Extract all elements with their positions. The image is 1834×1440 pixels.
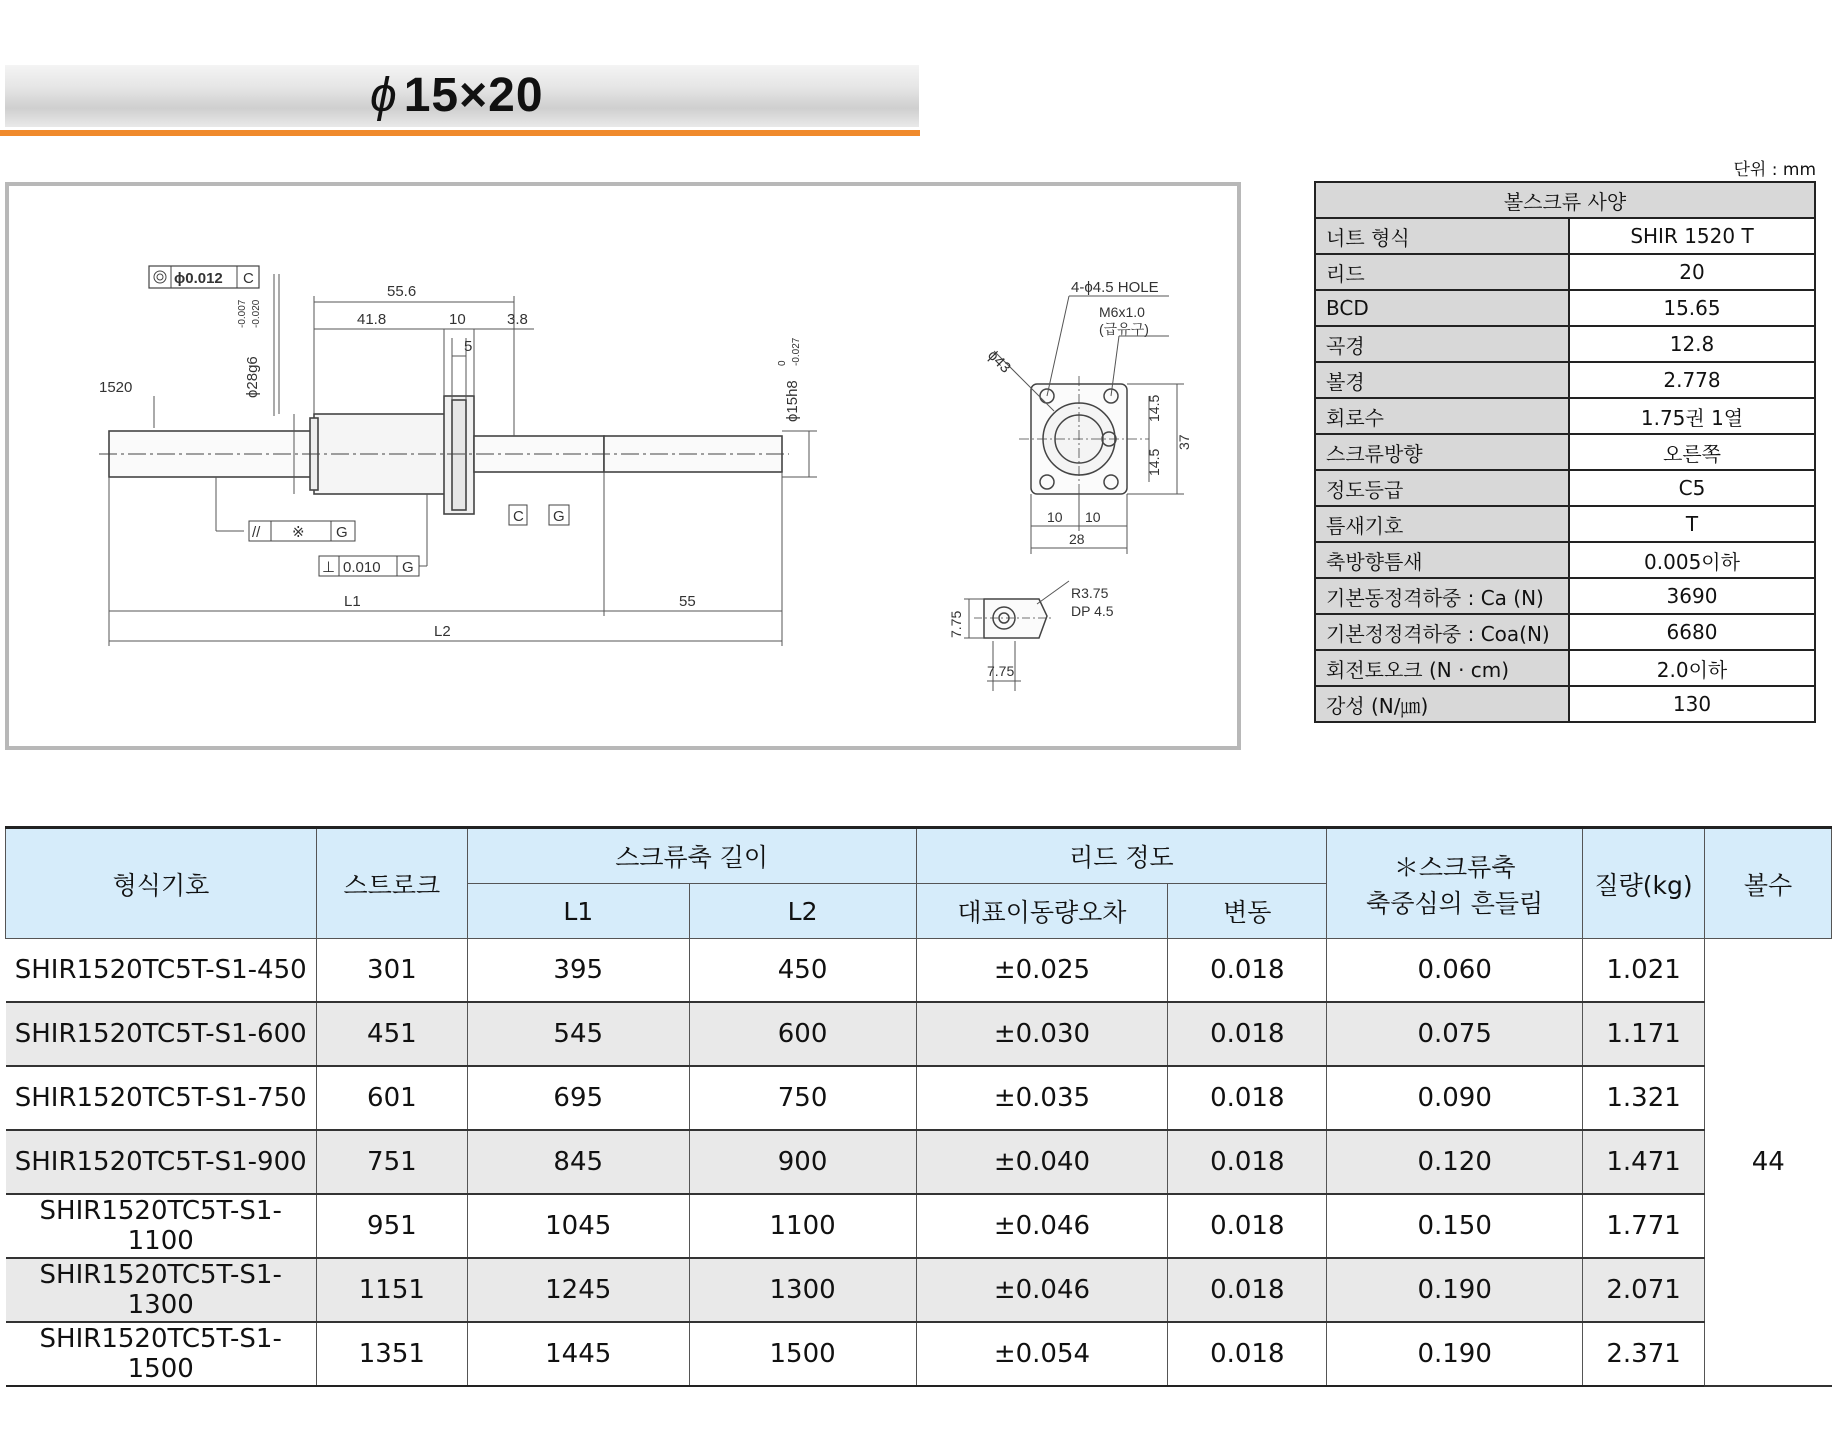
spec-row xyxy=(1315,578,1815,614)
spec-row xyxy=(1315,218,1815,254)
cell-variation: 0.018 xyxy=(1168,939,1327,1003)
spec-value: 3690 xyxy=(1569,578,1815,614)
spec-key: 기본정정격하중 : Coa(N) xyxy=(1315,614,1569,650)
header-stroke: 스트로크 xyxy=(316,828,467,939)
cell-l1: 545 xyxy=(467,1002,689,1066)
cell-l2: 1300 xyxy=(689,1258,916,1322)
spec-key: 리드 xyxy=(1315,254,1569,290)
cell-error: ±0.040 xyxy=(916,1130,1168,1194)
cell-l1: 1045 xyxy=(467,1194,689,1258)
drawing-svg xyxy=(9,186,1237,746)
dim-41-8: 41.8 xyxy=(357,311,387,328)
model-table xyxy=(5,826,1832,1387)
parallelism-datum: G xyxy=(336,524,348,541)
cell-variation: 0.018 xyxy=(1168,1066,1327,1130)
dim-37: 37 xyxy=(1176,434,1192,450)
spec-row xyxy=(1315,650,1815,686)
cell-error: ±0.046 xyxy=(916,1258,1168,1322)
cell-mass: 1.471 xyxy=(1583,1130,1705,1194)
cell-stroke: 951 xyxy=(316,1194,467,1258)
bcd-label: ϕ43 xyxy=(984,346,1014,377)
spec-key: 정도등급 xyxy=(1315,470,1569,506)
hole-label: 4-ϕ4.5 HOLE xyxy=(1071,279,1159,296)
page-title xyxy=(370,66,544,126)
spec-row xyxy=(1315,290,1815,326)
cell-model: SHIR1520TC5T-S1-750 xyxy=(6,1066,317,1130)
thread-note: (급유구) xyxy=(1099,321,1149,337)
dim-5: 5 xyxy=(464,338,473,355)
thread-label: M6x1.0 xyxy=(1099,304,1145,320)
cell-l1: 695 xyxy=(467,1066,689,1130)
table-row xyxy=(6,1130,1832,1194)
perpendicularity-symbol: ⊥ xyxy=(322,559,336,576)
spec-key: 너트 형식 xyxy=(1315,218,1569,254)
dim-55: 55 xyxy=(679,593,696,610)
cell-error: ±0.025 xyxy=(916,939,1168,1003)
parallelism-symbol: // xyxy=(252,524,261,541)
cell-runout: 0.075 xyxy=(1327,1002,1583,1066)
ball-screw-spec-table xyxy=(1314,181,1816,723)
spec-value: 20 xyxy=(1569,254,1815,290)
dim-55-6: 55.6 xyxy=(387,283,417,300)
dim-10-left: 10 xyxy=(1047,509,1063,525)
spec-key: 회전토오크 (N · cm) xyxy=(1315,650,1569,686)
spec-value: 0.005이하 xyxy=(1569,542,1815,578)
spec-key: BCD xyxy=(1315,290,1569,326)
spec-value: 1.75권 1열 xyxy=(1569,398,1815,434)
spec-key: 스크류방향 xyxy=(1315,434,1569,470)
cell-mass: 1.171 xyxy=(1583,1002,1705,1066)
spec-row xyxy=(1315,398,1815,434)
spec-value: 130 xyxy=(1569,686,1815,722)
cell-variation: 0.018 xyxy=(1168,1322,1327,1386)
model-label-1520: 1520 xyxy=(99,379,133,396)
parallelism-value: ※ xyxy=(292,524,305,541)
table-row xyxy=(6,1002,1832,1066)
runout-tolerance-label: ϕ0.012 xyxy=(174,270,223,287)
spec-value: 12.8 xyxy=(1569,326,1815,362)
cell-l2: 1500 xyxy=(689,1322,916,1386)
cell-variation: 0.018 xyxy=(1168,1194,1327,1258)
cell-model: SHIR1520TC5T-S1-450 xyxy=(6,939,317,1003)
cell-model: SHIR1520TC5T-S1-1100 xyxy=(6,1194,317,1258)
cell-stroke: 1351 xyxy=(316,1322,467,1386)
spec-row xyxy=(1315,434,1815,470)
spec-key: 회로수 xyxy=(1315,398,1569,434)
header-rep-travel-error: 대표이동량오차 xyxy=(916,884,1168,939)
cell-l1: 395 xyxy=(467,939,689,1003)
cell-error: ±0.030 xyxy=(916,1002,1168,1066)
cell-variation: 0.018 xyxy=(1168,1002,1327,1066)
cell-mass: 1.321 xyxy=(1583,1066,1705,1130)
spec-value: C5 xyxy=(1569,470,1815,506)
cell-runout: 0.120 xyxy=(1327,1130,1583,1194)
table-row xyxy=(6,939,1832,1003)
unit-label: 단위 : mm xyxy=(1733,160,1816,180)
dim-3-8: 3.8 xyxy=(507,311,528,328)
dim-l1: L1 xyxy=(344,593,361,610)
cell-model: SHIR1520TC5T-S1-600 xyxy=(6,1002,317,1066)
datum-g-label: G xyxy=(553,508,565,525)
title-underline xyxy=(0,130,920,136)
spec-value: SHIR 1520 T xyxy=(1569,218,1815,254)
cell-runout: 0.190 xyxy=(1327,1258,1583,1322)
spec-row xyxy=(1315,614,1815,650)
shaft-diameter-tol-lower: -0.027 xyxy=(791,337,802,366)
spec-value: 2.0이하 xyxy=(1569,650,1815,686)
spec-row xyxy=(1315,326,1815,362)
cell-l2: 900 xyxy=(689,1130,916,1194)
oil-hole-detail xyxy=(974,599,1051,638)
nut-diameter-tol-lower: -0.020 xyxy=(251,299,262,328)
cell-model: SHIR1520TC5T-S1-1300 xyxy=(6,1258,317,1322)
cell-runout: 0.060 xyxy=(1327,939,1583,1003)
cell-mass: 1.021 xyxy=(1583,939,1705,1003)
header-l2: L2 xyxy=(689,884,916,939)
cell-l1: 845 xyxy=(467,1130,689,1194)
spec-row xyxy=(1315,542,1815,578)
cell-stroke: 751 xyxy=(316,1130,467,1194)
header-runout-line2: 축중심의 흔들림 xyxy=(1366,888,1544,918)
header-l1: L1 xyxy=(467,884,689,939)
cell-runout: 0.190 xyxy=(1327,1322,1583,1386)
cell-l1: 1245 xyxy=(467,1258,689,1322)
cell-variation: 0.018 xyxy=(1168,1258,1327,1322)
spec-row xyxy=(1315,362,1815,398)
table-row xyxy=(6,1322,1832,1386)
dim-14-5-lower: 14.5 xyxy=(1146,448,1162,476)
dim-7-75-vertical: 7.75 xyxy=(948,610,964,638)
dim-10: 10 xyxy=(449,311,466,328)
cell-runout: 0.090 xyxy=(1327,1066,1583,1130)
spec-value: 2.778 xyxy=(1569,362,1815,398)
cell-error: ±0.054 xyxy=(916,1322,1168,1386)
spec-key: 기본동정격하중 : Ca (N) xyxy=(1315,578,1569,614)
header-runout-line1: ＊스크류축 xyxy=(1393,852,1516,882)
radius-label: R3.75 xyxy=(1071,585,1109,601)
spec-value: 15.65 xyxy=(1569,290,1815,326)
spec-value: 6680 xyxy=(1569,614,1815,650)
header-shaft-length: 스크류축 길이 xyxy=(467,828,916,884)
spec-key: 축방향틈새 xyxy=(1315,542,1569,578)
header-model: 형식기호 xyxy=(6,828,317,939)
perpendicularity-value: 0.010 xyxy=(343,559,381,576)
header-balls: 볼수 xyxy=(1705,828,1832,939)
cell-l2: 450 xyxy=(689,939,916,1003)
header-mass: 질량(kg) xyxy=(1583,828,1705,939)
spec-key: 곡경 xyxy=(1315,326,1569,362)
shaft-diameter-tol-upper: 0 xyxy=(777,360,788,366)
runout-datum-label: C xyxy=(243,270,254,287)
screw-side-view xyxy=(99,396,789,514)
table-row xyxy=(6,1066,1832,1130)
spec-key: 강성 (N/㎛) xyxy=(1315,686,1569,722)
cell-error: ±0.046 xyxy=(916,1194,1168,1258)
cell-stroke: 1151 xyxy=(316,1258,467,1322)
perpendicularity-datum: G xyxy=(402,559,414,576)
title-value: 15×20 xyxy=(403,69,544,122)
dim-10-right: 10 xyxy=(1085,509,1101,525)
cell-l2: 750 xyxy=(689,1066,916,1130)
cell-stroke: 301 xyxy=(316,939,467,1003)
phi-symbol: ϕ xyxy=(370,69,398,122)
cell-mass: 1.771 xyxy=(1583,1194,1705,1258)
header-variation: 변동 xyxy=(1168,884,1327,939)
cell-mass: 2.371 xyxy=(1583,1322,1705,1386)
dim-7-75-horizontal: 7.75 xyxy=(987,663,1015,679)
cell-model: SHIR1520TC5T-S1-1500 xyxy=(6,1322,317,1386)
datum-c-label: C xyxy=(513,508,524,525)
technical-drawing xyxy=(5,182,1241,750)
table-row xyxy=(6,1258,1832,1322)
header-lead-accuracy: 리드 정도 xyxy=(916,828,1327,884)
spec-key: 틈새기호 xyxy=(1315,506,1569,542)
cell-stroke: 451 xyxy=(316,1002,467,1066)
cell-mass: 2.071 xyxy=(1583,1258,1705,1322)
cell-runout: 0.150 xyxy=(1327,1194,1583,1258)
spec-value: T xyxy=(1569,506,1815,542)
dim-28: 28 xyxy=(1069,531,1085,547)
shaft-diameter-label: ϕ15h8 xyxy=(784,380,801,422)
nut-diameter-label: ϕ28g6 xyxy=(244,356,261,398)
spec-row xyxy=(1315,254,1815,290)
dim-14-5-upper: 14.5 xyxy=(1146,394,1162,422)
spec-row xyxy=(1315,470,1815,506)
cell-l2: 600 xyxy=(689,1002,916,1066)
cell-l2: 1100 xyxy=(689,1194,916,1258)
dim-l2: L2 xyxy=(434,623,451,640)
cell-l1: 1445 xyxy=(467,1322,689,1386)
spec-key: 볼경 xyxy=(1315,362,1569,398)
cell-error: ±0.035 xyxy=(916,1066,1168,1130)
spec-value: 오른쪽 xyxy=(1569,434,1815,470)
cell-balls: 44 xyxy=(1705,939,1832,1387)
spec-table-title: 볼스크류 사양 xyxy=(1315,182,1815,218)
header-runout xyxy=(1327,828,1583,939)
spec-row xyxy=(1315,506,1815,542)
table-row xyxy=(6,1194,1832,1258)
cell-variation: 0.018 xyxy=(1168,1130,1327,1194)
spec-row xyxy=(1315,686,1815,722)
cell-stroke: 601 xyxy=(316,1066,467,1130)
nut-diameter-tol-upper: -0.007 xyxy=(237,299,248,328)
depth-label: DP 4.5 xyxy=(1071,603,1114,619)
cell-model: SHIR1520TC5T-S1-900 xyxy=(6,1130,317,1194)
